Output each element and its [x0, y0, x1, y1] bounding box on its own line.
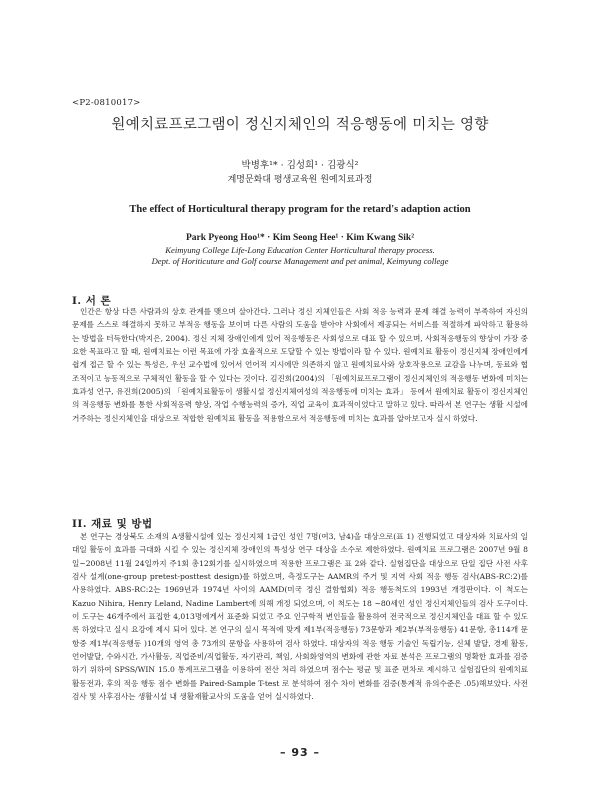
english-affiliation-line-1: Keimyung College Life-Long Education Center Horticultural therapy process. — [165, 245, 435, 255]
english-affiliation-line-2: Dept. of Horiticuture and Golf course Management and pet animal, Keimyung college — [151, 256, 449, 266]
methods-paragraph: 본 연구는 경상북도 소재의 A생활시설에 있는 정신지체 1급인 성인 7명(여3, 남4)을 대상으로(표 1) 진행되었고 대상자와 치료사의 일대일 활동이 효과를 극대화 시킬 수 있는 정신지체 장애인의 특성상 연구 대상을 소수로 제한하였다. 원예치료 프로그램은 2007년 9월 8일~2008년 11월 24일까지 주1회 총12회기를 실시하였으며 적용한 프로그램은 표 2와 같다. 실험집단을 대상으로 단일 집단 사전 사후 검사 설계(one-group pretest-posttest design)를 하였으며, 측정도구는 AAMR의 주거 및 지역 사회 적응 행동 검사(ABS-RC:2)를 사용하였다. ABS-RC:2는 1969년과 1974년 사이의 AAMD(미국 정신 결함협회) 적응 행동척도의 1993년 개정판이다. 이 척도는 Kazuo Nihira, Henry Leland, Nadine Lambert에 의해 개정 되었으며, 이 척도는 18 ~80세인 성인 정신지체인들의 검사 도구이다. 이 도구는 46개주에서 표집한 4,013명에게서 표준화 되었고 주요 인구학적 변인들을 활용하여 전국적으로 정신지체인을 대표 할 수 있도록 하였다고 실시 요강에 제시 되어 있다. 본 연구의 실시 목적에 맞게 제1부(적응행동) 73문항과 제2부(부적응행동) 41문항, 총114개 문항중 제1부(적응행동 )10개의 영역 총 73개의 문항을 사용하여 검사 하였다. 대상자의 적응 행동 기술인 독립기능, 신체 발달, 경제 활동, 언어발달, 수와시간, 가사활동, 직업준비/직업활동, 자기관리, 책임, 사회화영역의 변화에 관한 자료 분석은 프로그램의 명확한 효과를 검증하기 위하여 SPSS/WIN 15.0 통계프로그램을 이용하여 전산 처리 하였으며 점수는 평균 및 표준 편차로 제시하고 실험집단의 원예치료 활동전과, 후의 적응 행동 점수 변화를 Paired-Sample T-test 로 분석하여 점수 차이 변화를 검증(통계적 유의수준은 .05)해보았다. 사전검사 및 사후검사는 생활시설 내 생활재활교사의 도움을 얻어 실시하였다. — [72, 532, 528, 702]
korean-affiliation: 계명문화대 평생교육원 원예치료과정 — [227, 175, 373, 185]
introduction-paragraph: 인간은 항상 다른 사람과의 상호 관계를 맺으며 살아간다. 그러나 정신 지체인들은 사회 적응 능력과 문제 해결 능력이 부족하여 자신의 문제를 스스로 해결하지 못하고 부적응 행동을 보이며 다른 사람의 도움을 받아야 사회에서 제공되는 서비스를 적절하게 파악하고 활용하는 방법을 터득한다(박지은, 2004). 정신 지체 장애인에게 있어 적응행동은 사회성으로 대표 할 수 있으며, 사회적응행동의 향상이 가장 중요한 목표라고 할 때, 원예치료는 이런 목표에 가장 효율적으로 도달할 수 있는 방법이라 할 수 있다. 원예치료 활동이 정신지체 장애인에게 쉽게 접근 할 수 있는 특성은, 우선 교수법에 있어서 언어적 지시에만 의존하지 않고 원예치료사와 상호작용으로 교감을 나누며, 동료와 협조적이고 능동적으로 구체적인 활동을 할 수 있다는 것이다. 김진희(2004)의 「원예치료프로그램이 정신지체인의 적응행동 변화에 미치는 효과성 연구, 유진희(2005)의 「원예치료활동이 생활시설 정신지체여성의 적응행동에 미치는 효과」 등에서 원예치료 활동이 정신지체인의 적응행동 변화를 통한 사회적응력 향상, 작업 수행능력의 증가, 직업 교육이 효과적이었다고 말하고 있다. 따라서 본 연구는 생활 시설에 거주하는 정신지체인을 대상으로 적합한 원예치료 활동을 적용함으로서 적응행동에 미치는 효과를 알아보고자 실시 하였다. — [72, 307, 528, 423]
english-title: The effect of Horticultural therapy program for the retard's adaption action — [129, 204, 471, 215]
korean-authors: 박병후¹* · 김성희¹ · 김광식² — [241, 160, 359, 171]
paper-code: <P2-0810017> — [72, 98, 141, 108]
methods-heading: II. 재료 및 방법 — [72, 518, 153, 530]
page-number: – 93 – — [280, 746, 320, 759]
introduction-heading: I. 서 론 — [72, 295, 112, 307]
korean-title: 원예치료프로그램이 정신지체인의 적응행동에 미치는 영향 — [111, 117, 489, 133]
english-authors: Park Pyeong Hoo¹* · Kim Seong Hee¹ · Kim Kwang Sik² — [185, 233, 415, 243]
